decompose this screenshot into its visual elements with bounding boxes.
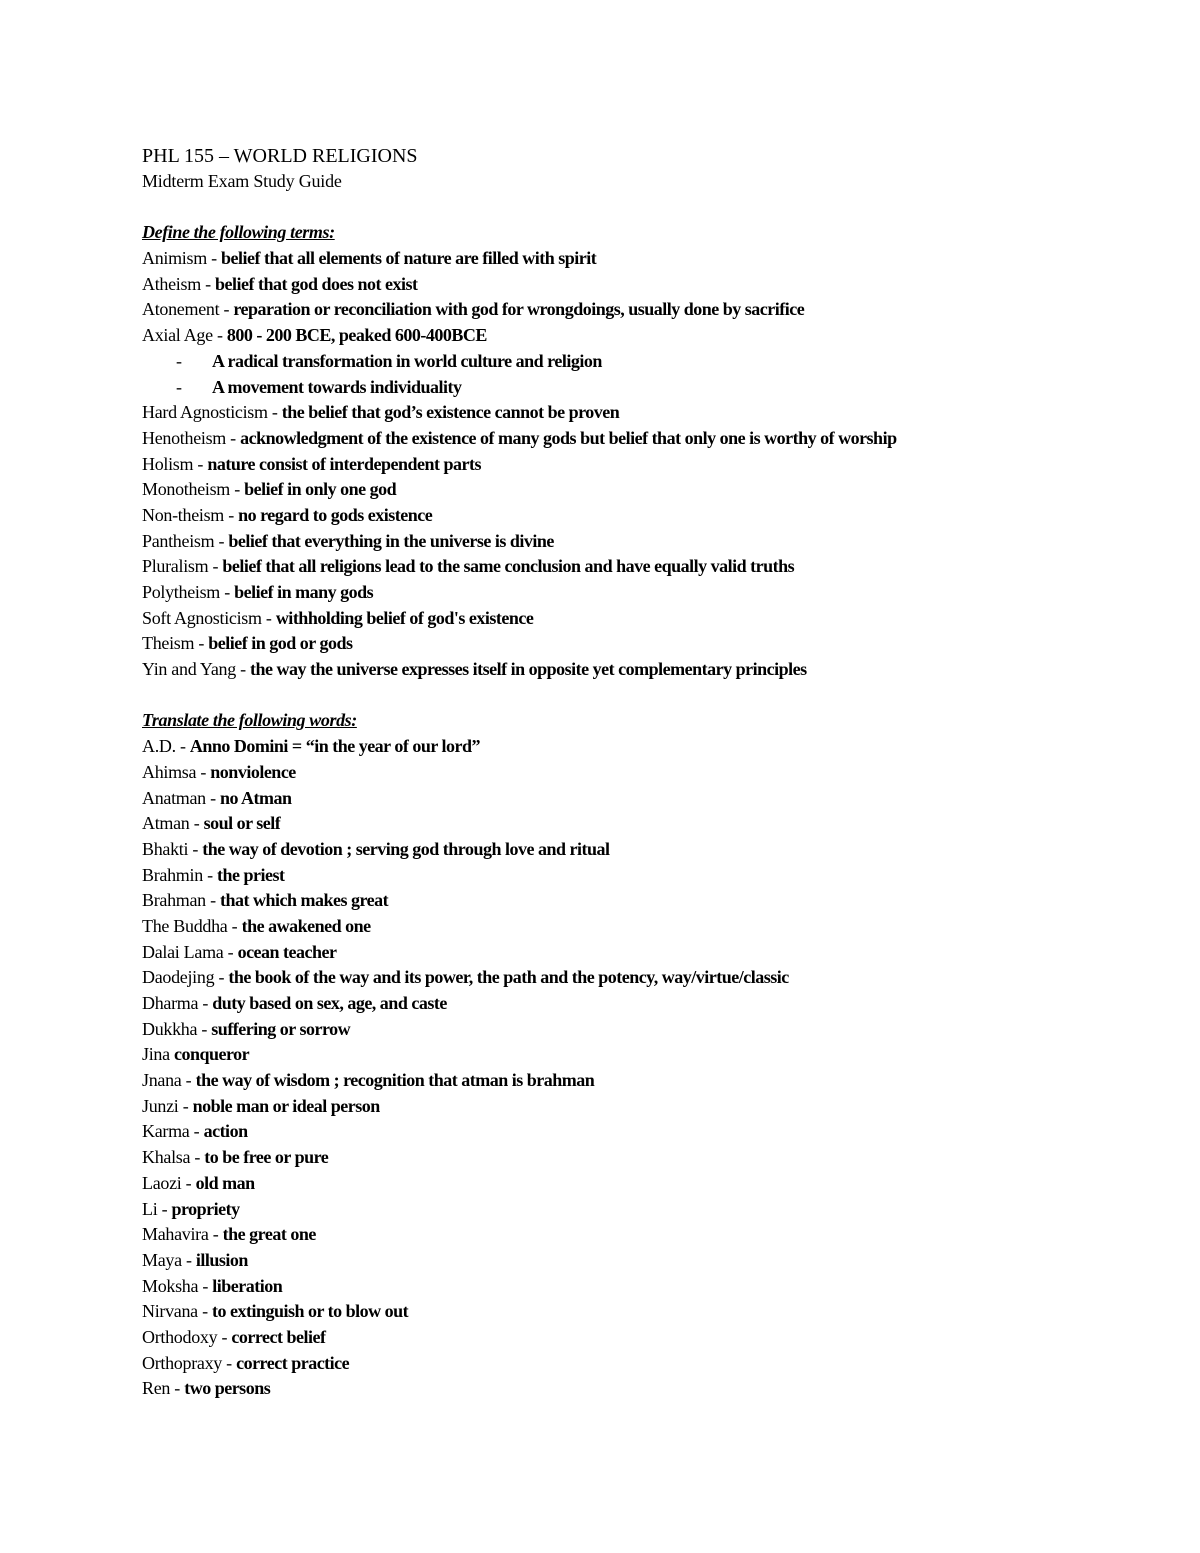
word-translation: to extinguish or to blow out	[211, 1301, 409, 1322]
translation-entry	[142, 888, 1142, 914]
term-label: Polytheism -	[142, 582, 235, 602]
document-body	[142, 143, 1142, 1402]
term-label: Non-theism -	[142, 504, 239, 525]
translation-entry	[142, 1299, 1142, 1325]
translation-entry	[142, 1068, 1142, 1094]
translation-entry	[142, 1042, 1142, 1068]
translation-entry	[142, 837, 1142, 863]
term-definition: belief that everything in the universe is divine	[228, 530, 554, 551]
word-label: Li -	[142, 1198, 172, 1219]
word-label: Nirvana -	[142, 1301, 212, 1322]
word-label: Mahavira -	[142, 1224, 223, 1245]
term-label: Henotheism -	[142, 427, 241, 448]
axial-age-point	[142, 349, 1142, 375]
translation-entry	[142, 760, 1142, 786]
word-translation: to be free or pure	[204, 1147, 329, 1168]
translation-entry	[142, 914, 1142, 940]
term-definition: the belief that god’s existence cannot be proven	[281, 402, 620, 423]
word-label: Laozi -	[142, 1172, 196, 1193]
translate-section-heading: Translate the following words:	[142, 710, 357, 731]
word-translation: suffering or sorrow	[211, 1018, 351, 1039]
term-definition: belief in god or gods	[208, 633, 353, 654]
term-label: Monotheism -	[142, 479, 245, 500]
term-label: Atheism -	[142, 273, 215, 294]
translation-entry	[142, 863, 1142, 889]
word-translation: illusion	[195, 1249, 248, 1270]
translation-entry	[142, 1119, 1142, 1145]
definition-entry	[142, 452, 1142, 478]
term-label: Pluralism -	[142, 556, 223, 577]
term-label: Theism -	[142, 633, 209, 654]
word-translation: correct practice	[236, 1352, 350, 1373]
word-translation: the book of the way and its power, the path and the potency, way/virtue/classic	[228, 967, 789, 988]
term-label: Holism -	[142, 453, 208, 474]
word-label: Brahmin -	[142, 864, 217, 885]
term-label: Axial Age -	[142, 325, 227, 346]
definition-entry	[142, 246, 1142, 272]
word-label: Dharma -	[142, 993, 213, 1013]
blank-line	[142, 683, 1142, 709]
definition-entry	[142, 657, 1142, 683]
word-translation: the awakened one	[241, 915, 371, 936]
word-translation: that which makes great	[219, 890, 389, 911]
word-label: Orthodoxy -	[142, 1326, 232, 1347]
word-translation: the great one	[222, 1224, 316, 1245]
word-translation: correct belief	[231, 1326, 326, 1347]
term-definition: 800 - 200 BCE, peaked 600-400BCE	[226, 325, 487, 346]
translation-entry	[142, 811, 1142, 837]
word-label: Dalai Lama -	[142, 941, 238, 962]
word-label: Dukkha -	[142, 1018, 212, 1039]
word-label: Moksha -	[142, 1275, 213, 1296]
definition-entry	[142, 631, 1142, 657]
point-text: A radical transformation in world culture and religion	[212, 350, 602, 371]
word-translation: nonviolence	[210, 761, 296, 782]
axial-age-point	[142, 375, 1142, 401]
word-label: Orthopraxy -	[142, 1352, 237, 1373]
translation-entry	[142, 1274, 1142, 1300]
word-translation: old man	[195, 1172, 255, 1193]
definition-entry	[142, 323, 1142, 349]
word-label: Daodejing -	[142, 967, 229, 988]
term-label: Pantheism -	[142, 530, 229, 551]
definition-entry	[142, 297, 1142, 323]
word-label: Junzi -	[142, 1095, 193, 1116]
definition-entry	[142, 554, 1142, 580]
word-label: Ahimsa -	[142, 761, 211, 782]
definition-entry	[142, 477, 1142, 503]
translation-entry	[142, 1017, 1142, 1043]
translation-entry	[142, 1094, 1142, 1120]
definition-entry	[142, 606, 1142, 632]
term-label: Atonement -	[142, 299, 234, 320]
term-definition: belief in many gods	[234, 582, 374, 602]
dash-marker: -	[176, 350, 182, 371]
term-definition: reparation or reconciliation with god for wrongdoings, usually done by sacrifice	[233, 299, 805, 320]
term-definition: belief that all elements of nature are filled with spirit	[221, 248, 597, 269]
definition-entry	[142, 400, 1142, 426]
word-label: Karma -	[142, 1121, 204, 1142]
word-translation: no Atman	[219, 787, 292, 808]
definition-entry	[142, 529, 1142, 555]
translation-entry	[142, 1325, 1142, 1351]
translation-entry	[142, 786, 1142, 812]
term-label: Hard Agnosticism -	[142, 402, 282, 423]
term-definition: belief that all religions lead to the same conclusion and have equally valid truths	[222, 556, 795, 577]
translation-entry	[142, 991, 1142, 1017]
word-translation: soul or self	[203, 813, 281, 834]
dash-marker: -	[176, 376, 182, 397]
word-translation: action	[203, 1121, 248, 1142]
word-label: A.D. -	[142, 736, 190, 757]
term-definition: withholding belief of god's existence	[275, 607, 534, 628]
definition-entry	[142, 580, 1142, 606]
word-label: Ren -	[142, 1378, 185, 1399]
word-translation: propriety	[171, 1198, 240, 1219]
translation-entry	[142, 1222, 1142, 1248]
word-label: Khalsa -	[142, 1147, 205, 1168]
word-label: Anatman -	[142, 787, 220, 808]
definition-entry	[142, 426, 1142, 452]
translation-entry	[142, 1145, 1142, 1171]
translation-entry	[142, 965, 1142, 991]
term-definition: nature consist of interdependent parts	[207, 453, 481, 474]
word-translation: ocean teacher	[237, 941, 337, 962]
term-label: Soft Agnosticism -	[142, 607, 276, 628]
term-definition: no regard to gods existence	[238, 504, 433, 525]
word-translation: two persons	[184, 1378, 271, 1399]
translation-entry	[142, 1248, 1142, 1274]
page-subtitle: Midterm Exam Study Guide	[142, 171, 342, 191]
term-definition: belief that god does not exist	[215, 273, 418, 294]
word-translation: liberation	[212, 1275, 283, 1296]
word-label: Bhakti -	[142, 838, 203, 859]
translation-entry	[142, 1171, 1142, 1197]
translation-entry	[142, 734, 1142, 760]
translation-entry	[142, 940, 1142, 966]
define-section-heading: Define the following terms:	[142, 222, 335, 243]
word-label: The Buddha -	[142, 915, 242, 936]
word-translation: noble man or ideal person	[192, 1095, 380, 1116]
term-label: Yin and Yang -	[142, 659, 251, 680]
word-label: Jnana -	[142, 1070, 196, 1091]
term-definition: belief in only one god	[244, 479, 397, 500]
word-translation: the way of wisdom ; recognition that atman is brahman	[195, 1070, 595, 1091]
word-label: Brahman -	[142, 890, 220, 911]
translation-entry	[142, 1197, 1142, 1223]
blank-line	[142, 195, 1142, 221]
word-label: Jina	[142, 1044, 174, 1065]
word-label: Maya -	[142, 1249, 196, 1270]
word-translation: duty based on sex, age, and caste	[212, 993, 447, 1013]
page-title: PHL 155 – WORLD RELIGIONS	[142, 145, 418, 167]
word-translation: Anno Domini = “in the year of our lord”	[189, 736, 481, 757]
translation-entry	[142, 1351, 1142, 1377]
term-definition: the way the universe expresses itself in opposite yet complementary principles	[250, 659, 807, 680]
word-translation: the way of devotion ; serving god through love and ritual	[202, 838, 610, 859]
point-text: A movement towards individuality	[212, 376, 462, 397]
definition-entry	[142, 503, 1142, 529]
word-label: Atman -	[142, 813, 204, 834]
word-translation: the priest	[217, 864, 285, 885]
word-translation: conqueror	[174, 1044, 250, 1065]
term-label: Animism -	[142, 248, 222, 269]
term-definition: acknowledgment of the existence of many gods but belief that only one is worthy of worship	[240, 427, 897, 448]
translation-entry	[142, 1376, 1142, 1402]
definition-entry	[142, 272, 1142, 298]
